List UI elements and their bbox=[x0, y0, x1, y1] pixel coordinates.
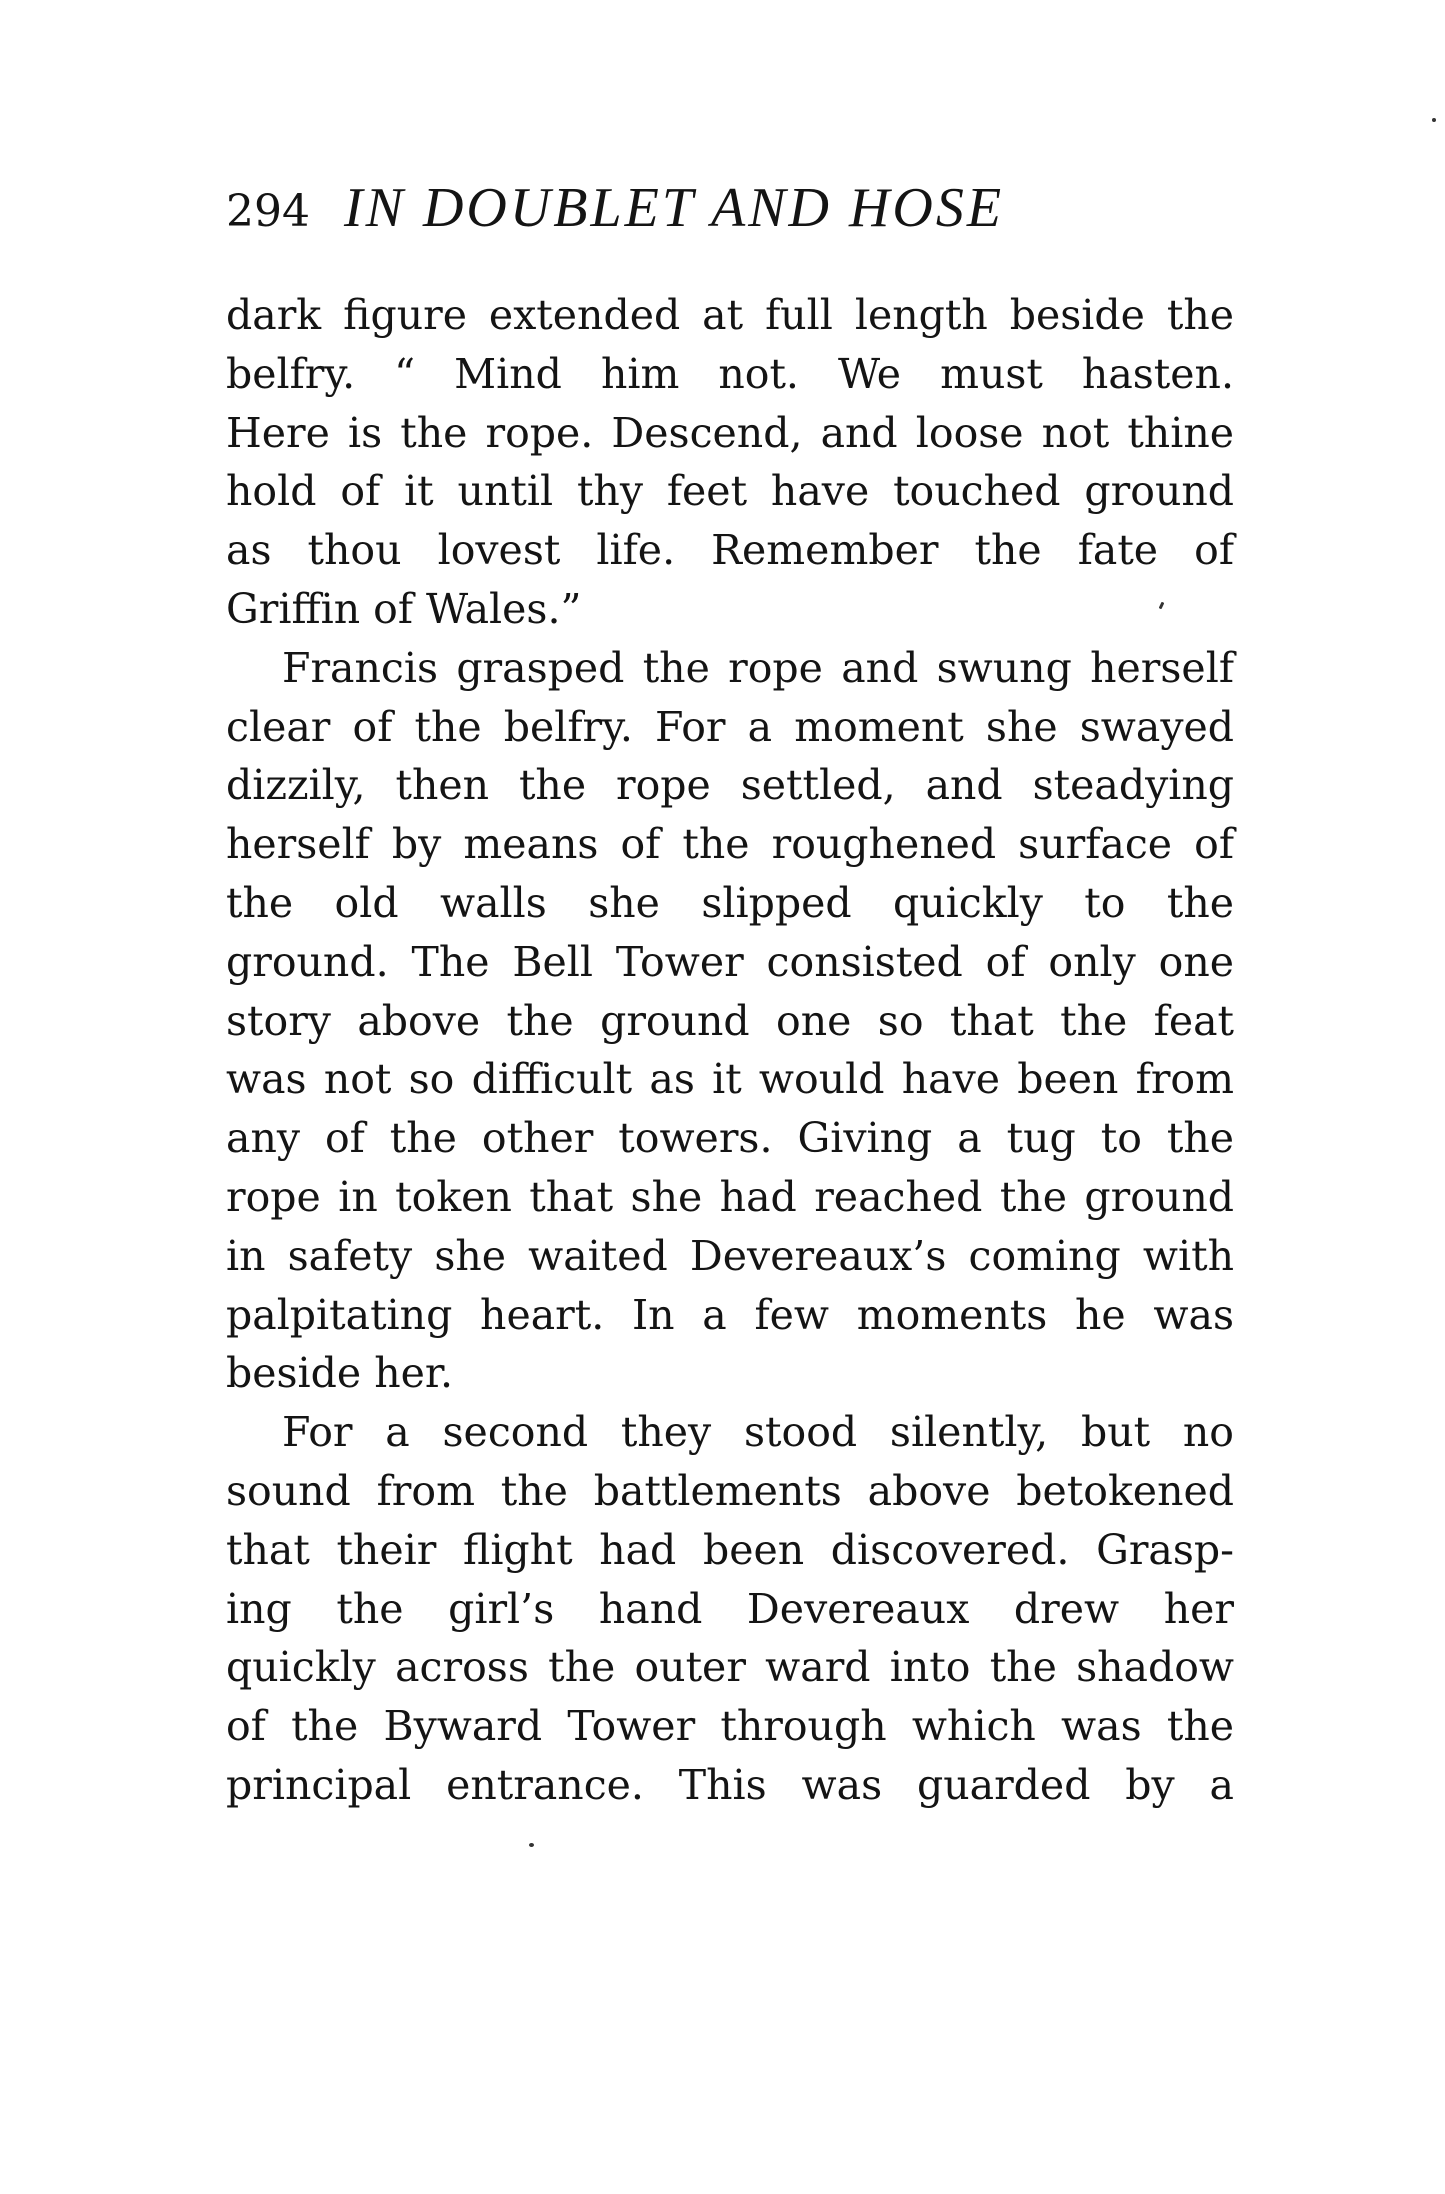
text-line: story above the ground one so that the feat bbox=[226, 996, 1234, 1045]
text-line: dizzily, then the rope settled, and steadying bbox=[226, 761, 1234, 810]
text-line: beside her. bbox=[226, 1349, 454, 1398]
text-line: in safety she waited Devereaux’s coming with bbox=[226, 1231, 1234, 1280]
text-line: any of the other towers. Giving a tug to the bbox=[226, 1114, 1234, 1163]
print-speck bbox=[529, 1843, 534, 1847]
page-number: 294 bbox=[226, 186, 310, 237]
text-line: principal entrance. This was guarded by a bbox=[226, 1760, 1234, 1809]
body-text bbox=[226, 286, 1234, 1815]
text-line: palpitating heart. In a few moments he was bbox=[226, 1290, 1234, 1339]
text-line: sound from the battlements above betokened bbox=[226, 1466, 1234, 1515]
print-speck bbox=[1432, 118, 1436, 122]
text-line: rope in token that she had reached the ground bbox=[226, 1172, 1234, 1221]
text-line: hold of it until thy feet have touched ground bbox=[226, 467, 1234, 516]
text-line: belfry. “ Mind him not. We must hasten. bbox=[226, 349, 1234, 398]
text-line: ing the girl’s hand Devereaux drew her bbox=[226, 1584, 1234, 1633]
text-line: the old walls she slipped quickly to the bbox=[226, 878, 1234, 927]
text-line: clear of the belfry. For a moment she swayed bbox=[226, 702, 1234, 751]
text-line: ground. The Bell Tower consisted of only one bbox=[226, 937, 1234, 986]
text-line: Griffin of Wales.” bbox=[226, 584, 582, 633]
text-line: as thou lovest life. Remember the fate of bbox=[226, 526, 1234, 575]
book-title: IN DOUBLET AND HOSE bbox=[343, 177, 1005, 239]
text-line: of the Byward Tower through which was the bbox=[226, 1702, 1234, 1751]
text-line: herself by means of the roughened surface of bbox=[226, 820, 1234, 869]
text-line: that their flight had been discovered. Grasp- bbox=[226, 1525, 1234, 1574]
text-line: Francis grasped the rope and swung herself bbox=[282, 643, 1234, 692]
running-head bbox=[226, 176, 1004, 246]
text-line: was not so difficult as it would have been from bbox=[226, 1055, 1234, 1104]
text-line: For a second they stood silently, but no bbox=[282, 1408, 1234, 1457]
text-line: dark figure extended at full length beside the bbox=[226, 291, 1234, 339]
text-line: Here is the rope. Descend, and loose not thine bbox=[226, 408, 1234, 457]
text-line: quickly across the outer ward into the shadow bbox=[226, 1643, 1234, 1692]
